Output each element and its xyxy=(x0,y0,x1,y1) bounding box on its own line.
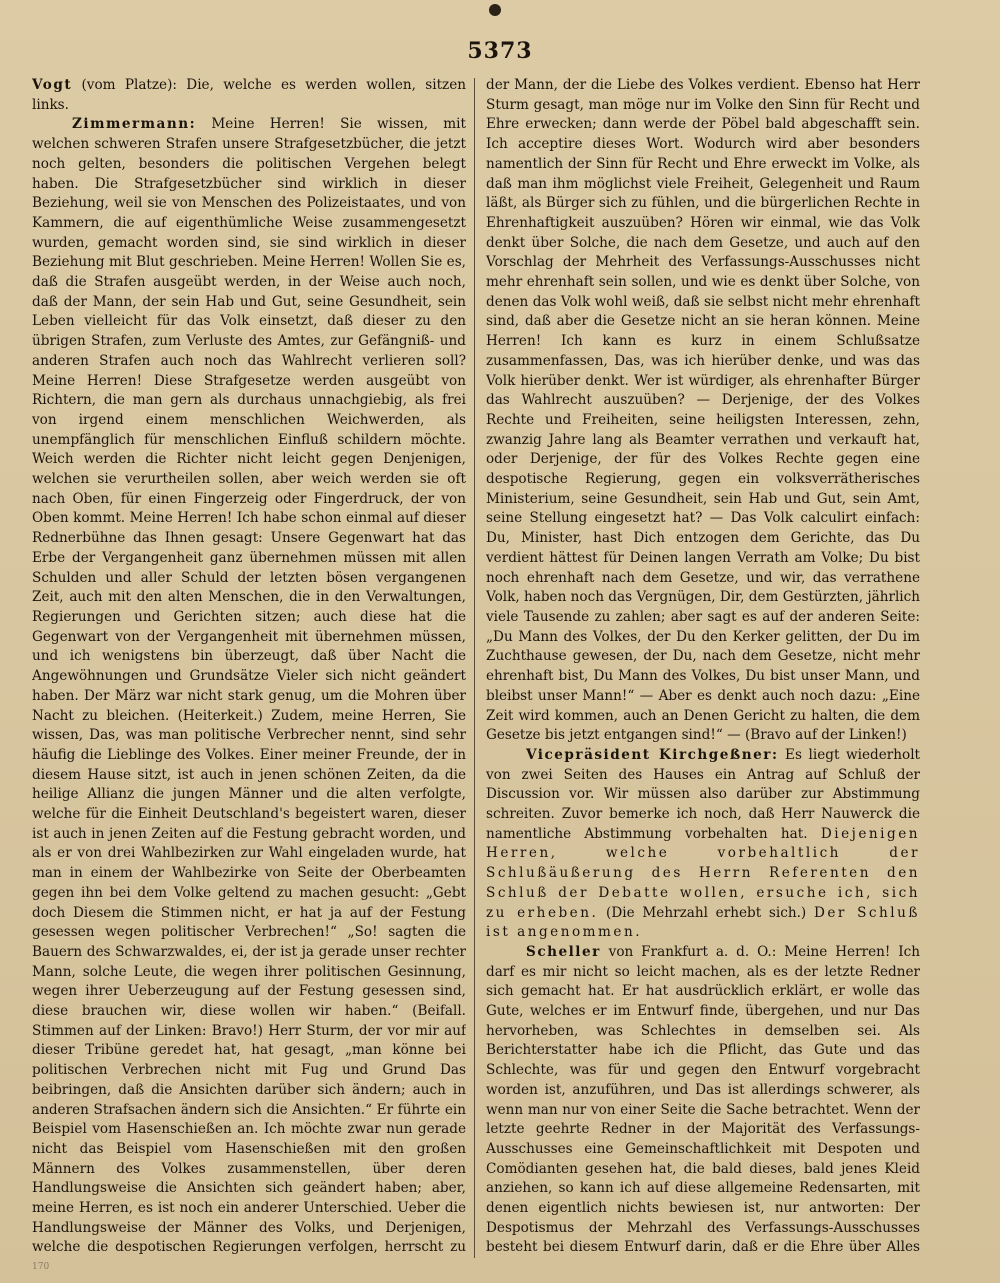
spaced-text: Diejenigen Herren, welche vorbehaltlich der Schlußäußerung des Herrn Referenten den Schluß der Debatte wollen, ersuche ich, sich zu erheben. xyxy=(486,825,920,921)
spaced-text: Der Schluß ist angenommen. xyxy=(486,904,920,941)
paragraph-zimmermann xyxy=(32,115,466,1256)
footer-mark: 170 xyxy=(32,1262,50,1272)
left-column xyxy=(32,76,466,1256)
column-divider xyxy=(474,78,475,1258)
speaker-name: Vogt xyxy=(32,77,73,93)
speech-text: Meine Herren! Sie wissen, mit welchen schweren Strafen unsere Strafgesetzbücher, die jetzt noch gelten, besonders die politischen Vergehen belegt haben. Die Strafgesetzbücher sind wirklich in dieser Beziehung, weil sie von Menschen des Polizeistaates, und von Kammern, die auf eigenthümliche Weise zusammengesetzt wurden, gemacht worden sind, sie sind wirklich in dieser Beziehung mit Blut geschrieben. Meine Herren! Wollen Sie es, daß die Strafen ausgeübt werden, in der Weise auch noch, daß der Mann, der sein Hab und Gut, seine Gesundheit, sein Leben vielleicht für das Volk einsetzt, daß dieser zu den übrigen Strafen, zum Verluste des Amtes, zur Gefängniß- und anderen Strafen auch noch das Wahlrecht verlieren soll? Meine Herren! Diese Strafgesetze werden ausgeübt von Richtern, die man gern als durchaus unnachgiebig, als frei von irgend einem menschlichen Weichwerden, als unempfänglich für menschlichen Einfluß schildern möchte. Weich werden die Richter nicht leicht gegen Denjenigen, welchen sie verurtheilen sollen, aber weich werden sie oft nach Oben, für einen Fingerzeig oder Fingerdruck, der von Oben kommt. Meine Herren! Ich habe schon einmal auf dieser Rednerbühne das Ihnen gesagt: Unsere Gegenwart hat das Erbe der Vergangenheit ganz übernehmen müssen mit allen Schulden und aller Schuld der letzten bösen vergangenen Zeit, auch mit den alten Menschen, die in den Verwaltungen, Regierungen und Gerichten sitzen; auch diese hat die Gegenwart von der Vergangenheit mit übernehmen müssen, und ich wenigstens bin überzeugt, daß über Nacht die Angewöhnungen und Grundsätze Vieler sich nicht geändert haben. Der März war nicht stark genug, um die Mohren über Nacht zu bleichen. (Heiterkeit.) Zudem, meine Herren, Sie wissen, Das, was man politische Verbrecher nennt, sind sehr häufig die Lieblinge des Volkes. Einer meiner Freunde, der in diesem Hause sitzt, ist auch in jenen schönen Zeiten, da die heilige Allianz die jungen Männer und die alten verfolgte, welche für die Einheit Deutschland's begeistert waren, dieser ist auch in jenen Zeiten auf die Festung gebracht worden, und als er von drei Wahlbezirken zur Wahl eingeladen wurde, hat man in einem der Wahlbezirke von Seite der Oberbeamten gegen ihn bei dem Volke geltend zu machen gesucht: „Gebt doch Diesem die Stimmen nicht, er hat ja auf der Festung gesessen wegen politischer Verbrechen!“ „So! sagten die Bauern des Schwarzwaldes, ei, der ist ja gerade unser rechter Mann, solche Leute, die wegen ihrer politischen Gesinnung, wegen ihrer Ueberzeugung auf der Festung gesessen sind, diese brauchen wir, diese wollen wir haben.“ (Beifall. Stimmen auf der Linken: Bravo!) Herr Sturm, der vor mir auf dieser Tribüne geredet hat, hat gesagt, „man könne bei politischen Verbrechen nicht mit Fug und Grund Das beibringen, daß die Ansichten darüber sich ändern; auch in anderen Strafsachen ändern sich die Ansichten.“ Er führte ein Beispiel vom Hasenschießen an. Ich möchte zwar nun gerade nicht das Beispiel vom Hasenschießen mit den großen Männern des Volkes zusammenstellen, über deren Handlungsweise die Ansichten sich geändert haben; aber, meine Herren, es ist noch ein anderer Unterschied. Ueber die Handlungsweise der Männer des Volks, und Derjenigen, welche die despotischen Regierungen verfolgen, herrscht zu xyxy=(32,116,466,1256)
paragraph-continuation: der Mann, der die Liebe des Volkes verdient. Ebenso hat Herr Sturm gesagt, man möge nur im Volke den Sinn für Recht und Ehre erwecken; dann werde der Pöbel bald abgeschafft sein. Ich acceptire dieses Wort. Wodurch wird aber besonders namentlich der Sinn für Recht und Ehre erweckt im Volke, als daß man ihm möglichst viele Freiheit, Gelegenheit und Raum läßt, als Bürger sich zu fühlen, und die bürgerlichen Rechte in Ehrenhaftigkeit auszuüben? Hören wir einmal, wie das Volk denkt über Solche, die nach dem Gesetze, und auch auf den Vorschlag der Mehrheit des Verfassungs-Ausschusses nicht mehr ehrenhaft sein sollen, und wie es denkt über Solche, von denen das Volk wohl weiß, daß sie selbst nicht mehr ehrenhaft sind, daß aber die Gesetze nicht an sie heran können. Meine Herren! Ich kann es kurz in einem Schlußsatze zusammenfassen, Das, was ich hierüber denke, und was das Volk hierüber denkt. Wer ist würdiger, als ehrenhafter Bürger das Wahlrecht auszuüben? — Derjenige, der des Volkes Rechte und Freiheiten, seine heiligsten Interessen, zehn, zwanzig Jahre lang als Beamter verrathen und verkauft hat, oder Derjenige, der für des Volkes Rechte gegen eine despotische Regierung, gegen ein volksverrätherisches Ministerium, seine Gesundheit, sein Hab und Gut, sein Amt, seine Stellung eingesetzt hat? — Das Volk calculirt einfach: Du, Minister, hast Dich entzogen dem Gerichte, das Du verdient hättest für Deinen langen Verrath am Volke; Du bist noch ehrenhaft nach dem Gesetze, und wir, das verrathene Volk, haben noch das Vergnügen, Dir, dem Gestürzten, jährlich viele Tausende zu zahlen; aber sagt es auf der anderen Seite: „Du Mann des Volkes, der Du den Kerker gelitten, der Du im Zuchthause gewesen, der Du, nach dem Gesetze, nicht mehr ehrenhaft bist, Du Mann des Volkes, Du bist unser Mann, und bleibst unser Mann!“ — Aber es denkt auch noch dazu: „Eine Zeit wird kommen, auch an Denen Gericht zu halten, die dem Gesetze bis jetzt entgangen sind!“ — (Bravo auf der Linken!) xyxy=(486,77,920,744)
speaker-name: Vicepräsident Kirchgeßner: xyxy=(526,746,779,763)
speech-text: Es liegt wiederholt von zwei Seiten des Hauses ein Antrag auf Schluß der Discussion vor. Wir müssen also darüber zur Abstimmung schreiten. Zuvor bemerke ich noch, daß Herr Nauwerck die namentliche Abstimmung vorbehalten hat. xyxy=(486,746,920,842)
speech-text: (Die Mehrzahl erhebt sich.) xyxy=(598,904,814,921)
page-number: 5373 xyxy=(467,38,533,64)
ink-blot xyxy=(489,4,501,16)
speech-text: von Frankfurt a. d. O.: Meine Herren! Ich darf es mir nicht so leicht machen, als es der letzte Redner sich gemacht hat. Er hat ausdrücklich erklärt, er wolle das Gute, welches er im Entwurf finde, übergehen, und nur Das hervorheben, was Schlechtes in demselben sei. Als Berichterstatter habe ich die Pflicht, das Gute und das Schlechte, was für und gegen den Entwurf vorgebracht worden ist, anzuführen, und Das ist allerdings schwerer, als wenn man nur von einer Seite die Sache betrachtet. Wenn der letzte geehrte Redner in der Majorität des Verfassungs-Ausschusses eine Gemeinschaftlichkeit mit Despoten und Comödianten gesehen hat, die bald dieses, bald jenes Kleid anziehen, so kann ich auf diese allgemeine Redensarten, mit denen eigentlich nichts bewiesen ist, nur antworten: Der Despotismus der Mehrzahl des Verfassungs-Ausschusses besteht bei diesem Entwurf darin, daß er die Ehre über Alles xyxy=(486,943,920,1256)
speech-text: (vom Platze): Die, welche es werden wollen, sitzen links. xyxy=(32,77,466,113)
right-column xyxy=(486,76,920,1256)
paragraph-scheller xyxy=(486,943,920,1256)
speaker-name: Zimmermann: xyxy=(72,116,197,133)
paragraph-kirchgessner xyxy=(486,746,920,943)
paragraph-vogt xyxy=(32,76,466,115)
speaker-name: Scheller xyxy=(526,943,601,960)
